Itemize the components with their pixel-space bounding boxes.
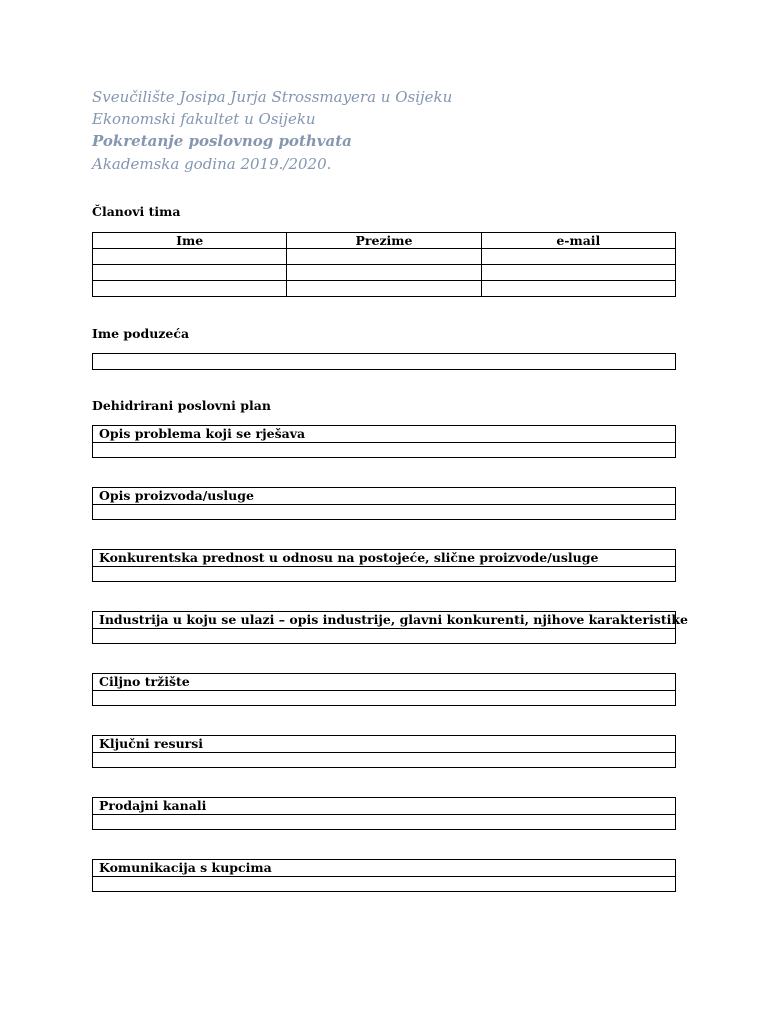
team-members-table	[92, 232, 676, 297]
plan-section-label: Konkurentska prednost u odnosu na postojeće, slične proizvode/usluge	[93, 550, 676, 567]
plan-section-label: Industrija u koju se ulazi – opis industrije, glavni konkurenti, njihove karakteristike	[93, 612, 676, 629]
last-name-cell[interactable]	[287, 249, 481, 265]
table-row	[93, 265, 676, 281]
plan-section-field[interactable]	[93, 815, 676, 830]
first-name-cell[interactable]	[93, 281, 287, 297]
plan-section-field[interactable]	[93, 691, 676, 706]
plan-section-field[interactable]	[93, 877, 676, 892]
plan-section-target-market	[92, 673, 676, 706]
plan-section-title: Dehidrirani poslovni plan	[92, 398, 271, 413]
team-section-title: Članovi tima	[92, 204, 181, 219]
plan-section-field[interactable]	[93, 753, 676, 768]
plan-section-label: Prodajni kanali	[93, 798, 676, 815]
plan-section-label: Opis problema koji se rješava	[93, 426, 676, 443]
last-name-cell[interactable]	[287, 281, 481, 297]
faculty-name: Ekonomski fakultet u Osijeku	[92, 110, 316, 128]
course-title: Pokretanje poslovnog pothvata	[92, 132, 352, 150]
academic-year: Akademska godina 2019./2020.	[92, 155, 332, 173]
plan-section-field[interactable]	[93, 443, 676, 458]
plan-section-problem	[92, 425, 676, 458]
email-cell[interactable]	[481, 249, 675, 265]
plan-section-sales-channels	[92, 797, 676, 830]
company-name-field[interactable]	[92, 353, 676, 370]
column-header-first-name: Ime	[93, 233, 287, 249]
plan-section-label: Komunikacija s kupcima	[93, 860, 676, 877]
email-cell[interactable]	[481, 265, 675, 281]
plan-section-label: Ključni resursi	[93, 736, 676, 753]
column-header-email: e-mail	[481, 233, 675, 249]
plan-section-competitive-advantage	[92, 549, 676, 582]
team-header-row	[93, 233, 676, 249]
plan-section-field[interactable]	[93, 567, 676, 582]
university-name: Sveučilište Josipa Jurja Strossmayera u Osijeku	[92, 88, 453, 106]
company-section-title: Ime poduzeća	[92, 326, 190, 341]
table-row	[93, 281, 676, 297]
first-name-cell[interactable]	[93, 249, 287, 265]
plan-section-key-resources	[92, 735, 676, 768]
last-name-cell[interactable]	[287, 265, 481, 281]
plan-section-label: Ciljno tržište	[93, 674, 676, 691]
email-cell[interactable]	[481, 281, 675, 297]
plan-section-field[interactable]	[93, 505, 676, 520]
table-row	[93, 249, 676, 265]
plan-section-label: Opis proizvoda/usluge	[93, 488, 676, 505]
column-header-last-name: Prezime	[287, 233, 481, 249]
plan-section-customer-communication	[92, 859, 676, 892]
first-name-cell[interactable]	[93, 265, 287, 281]
plan-section-industry	[92, 611, 688, 644]
plan-section-field[interactable]	[93, 629, 676, 644]
plan-section-product	[92, 487, 676, 520]
